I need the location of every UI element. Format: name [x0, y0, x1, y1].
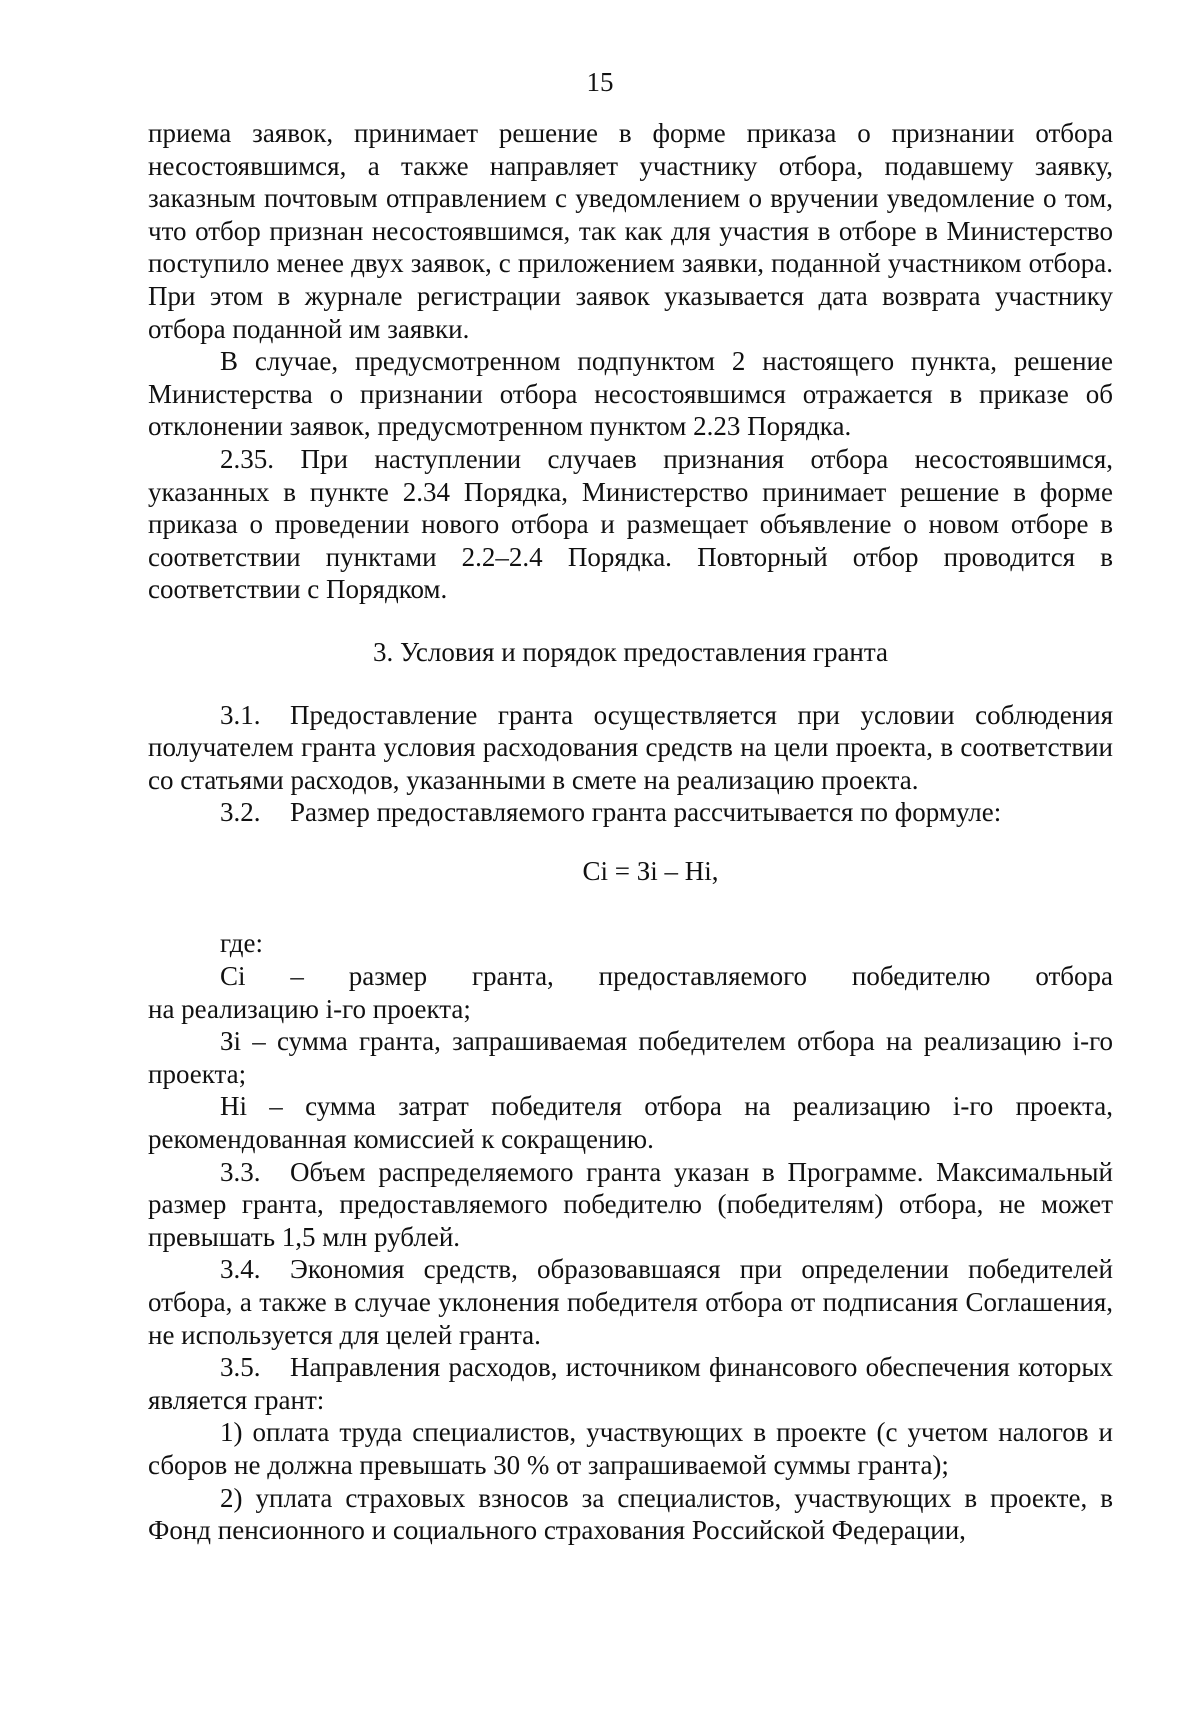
list-item-1: 1) оплата труда специалистов, участвующих в проекте (с учетом налогов и сборов не должна превышать 30 % от запрашиваемой суммы гранта); [148, 1417, 1113, 1480]
clause-text: Размер предоставляемого гранта рассчитывается по формуле: [290, 797, 1002, 828]
paragraph-3-5 [148, 1351, 1113, 1416]
clause-number: 3.1. [220, 699, 261, 730]
clause-text: Объем распределяемого гранта указан в Программе. Максимальный размер гранта, предоставляемого победителю (победителям) отбора, не может превышать 1,5 млн рублей. [148, 1156, 1113, 1252]
grant-formula: Ci = Зi – Hi, [582, 855, 719, 886]
paragraph-3-3 [148, 1156, 1113, 1254]
paragraph-subpoint-2-case: В случае, предусмотренном подпунктом 2 настоящего пункта, решение Министерства о признании отбора несостоявшимся отражается в приказе об отклонении заявок, предусмотренном пунктом 2.23 Порядка. [148, 346, 1113, 442]
definition-word: размер [348, 961, 428, 992]
definition-word: победителю [851, 961, 991, 992]
definition-word: – [290, 961, 304, 992]
definition-ci-continuation: на реализацию i-го проекта; [148, 993, 471, 1024]
clause-number: 3.4. [220, 1254, 261, 1285]
paragraph-3-1 [148, 699, 1113, 797]
section-heading: 3. Условия и порядок предоставления гранта [373, 636, 888, 667]
paragraph-2-35: 2.35. При наступлении случаев признания отбора несостоявшимся, указанных в пункте 2.34 Порядка, Министерство принимает решение в форме приказа о проведении нового отбора и размещает объявление о новом отборе в соответствии пунктами 2.2–2.4 Порядка. Повторный отбор проводится в соответствии с Порядком. [148, 443, 1113, 605]
paragraph-3-4 [148, 1253, 1113, 1351]
clause-text: Предоставление гранта осуществляется при условии соблюдения получателем гранта условия расходования средств на цели проекта, в соответствии со статьями расходов, указанными в смете на реализацию проекта. [148, 699, 1113, 795]
definition-word: предоставляемого [598, 961, 808, 992]
definition-zi: Зi – сумма гранта, запрашиваемая победителем отбора на реализацию i-го проекта; [148, 1026, 1113, 1089]
where-label: где: [220, 928, 263, 959]
paragraph-3-2 [148, 796, 1113, 829]
paragraph-continuation: приема заявок, принимает решение в форме приказа о признании отбора несостоявшимся, а также направляет участнику отбора, подавшему заявку, заказным почтовым отправлением с уведомлением о вручении уведомление о том, что отбор признан несостоявшимся, так как для участия в отборе в Министерство поступило менее двух заявок, с приложением заявки, поданной участником отбора. При этом в журнале регистрации заявок указывается дата возврата участнику отбора поданной им заявки. [148, 118, 1113, 344]
definition-word: отбора [1035, 961, 1113, 992]
list-item-2: 2) уплата страховых взносов за специалистов, участвующих в проекте, в Фонд пенсионного и социального страхования Российской Федерации, [148, 1482, 1113, 1546]
clause-text: Экономия средств, образовавшаяся при определении победителей отбора, а также в случае уклонения победителя отбора от подписания Соглашения, не используется для целей гранта. [148, 1254, 1113, 1350]
definition-word: гранта, [471, 961, 554, 992]
clause-number: 3.5. [220, 1352, 261, 1383]
definition-ci-row [148, 960, 1113, 993]
definition-word: Ci [220, 961, 246, 992]
document-body [148, 117, 1113, 1547]
clause-text: Направления расходов, источником финансового обеспечения которых является грант: [148, 1352, 1113, 1415]
clause-number: 3.2. [220, 797, 261, 828]
page-number: 15 [586, 67, 614, 97]
definition-hi: Hi – сумма затрат победителя отбора на реализацию i-го проекта, рекомендованная комиссией к сокращению. [148, 1091, 1113, 1155]
clause-number: 3.3. [220, 1156, 261, 1187]
